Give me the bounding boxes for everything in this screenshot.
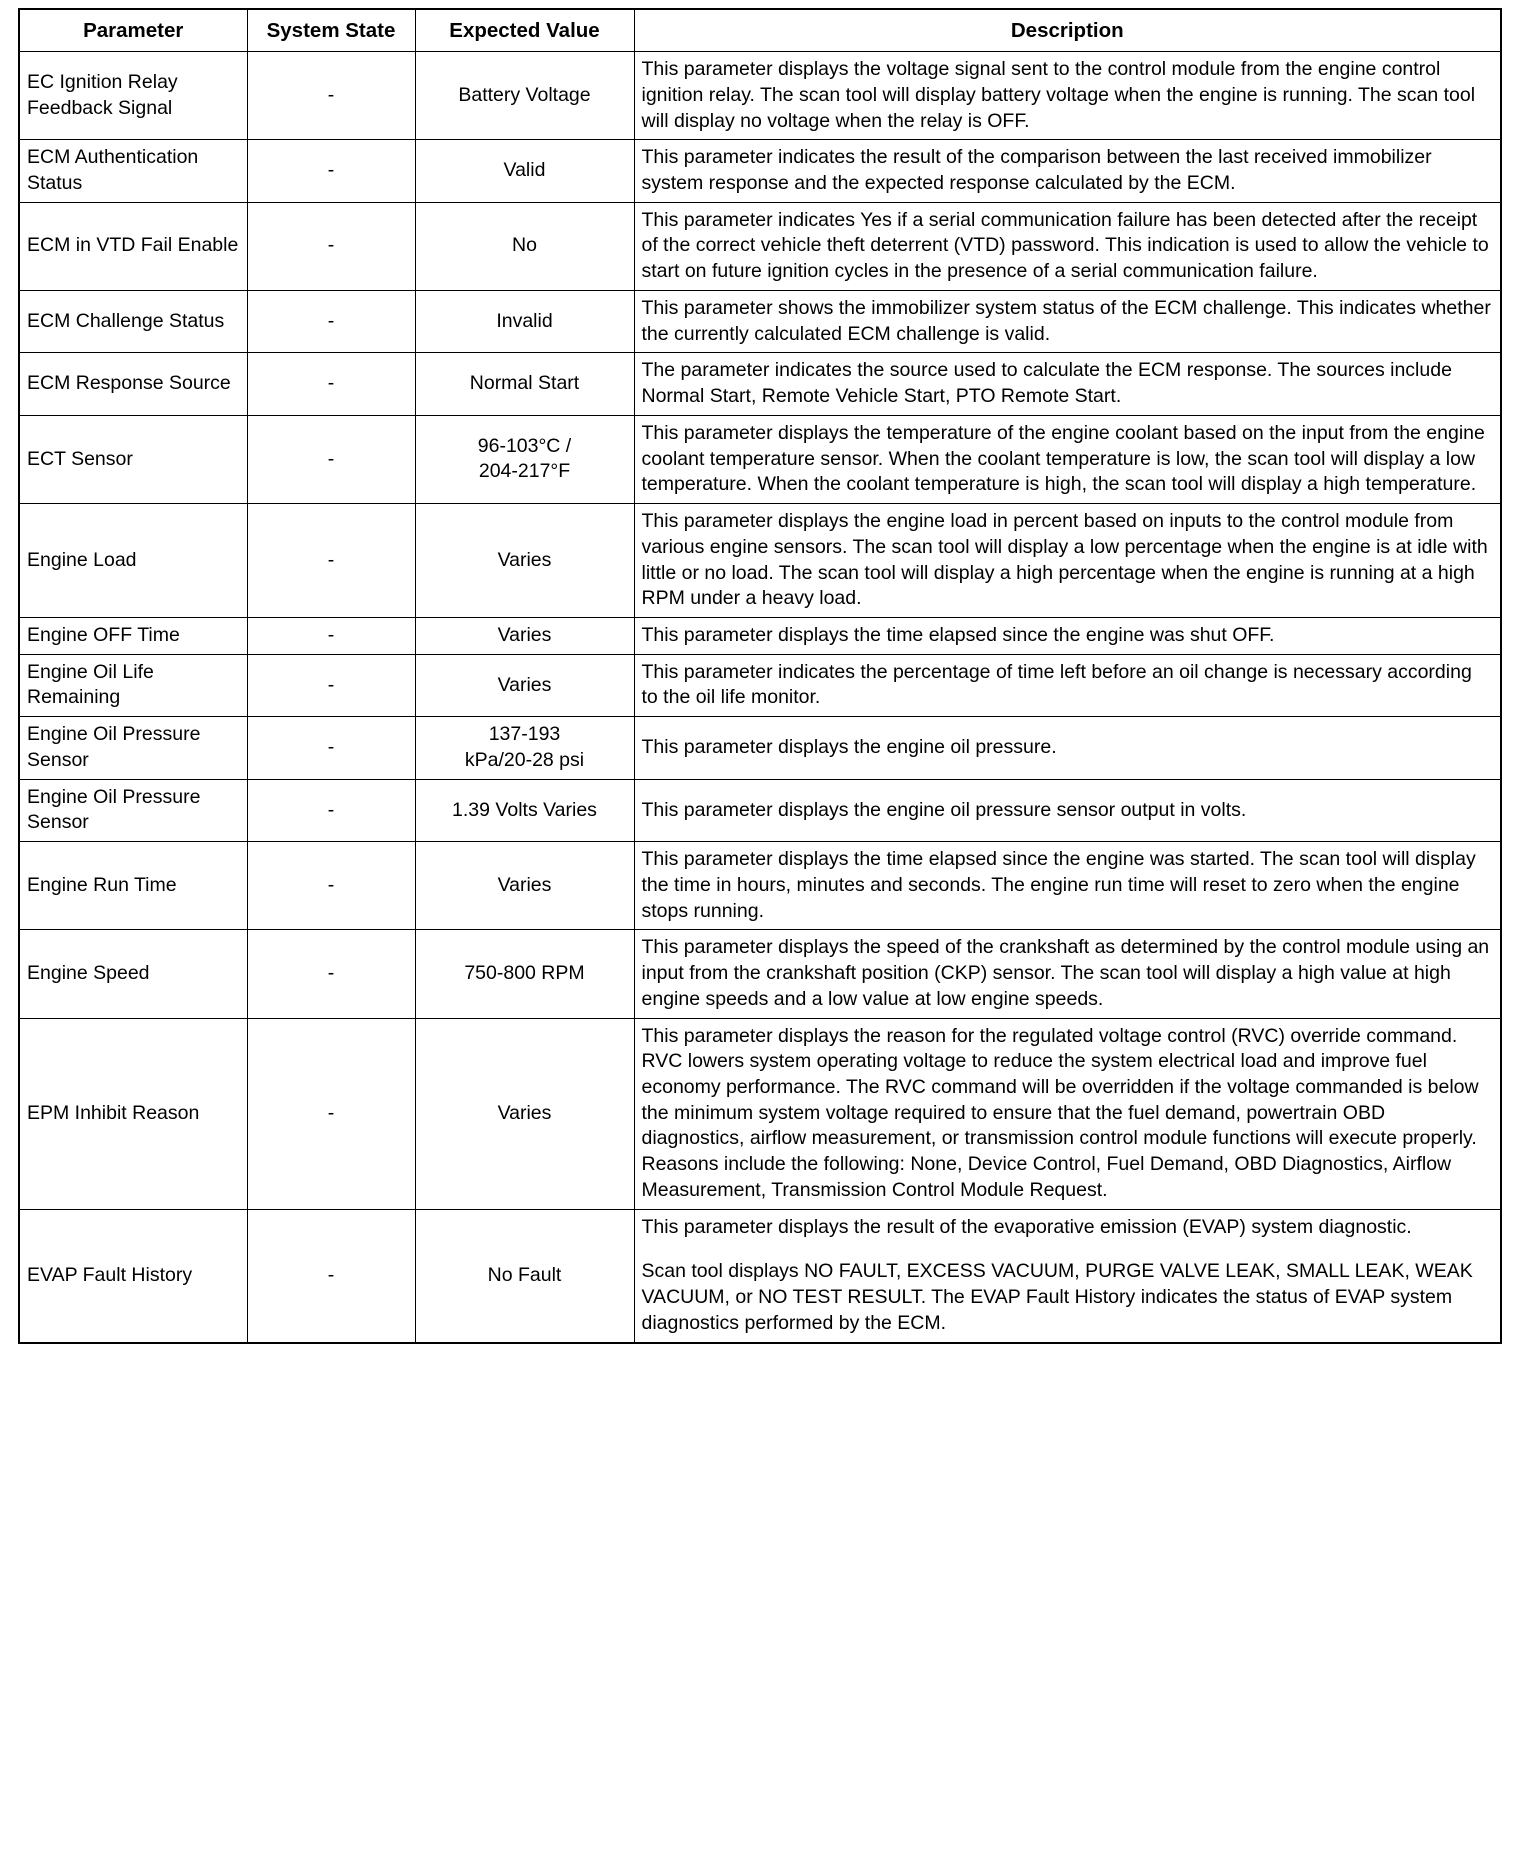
- expected-value: 96-103°C / 204-217°F: [415, 415, 634, 503]
- expected-value: Valid: [415, 140, 634, 202]
- column-header-description: Description: [634, 9, 1501, 52]
- system-state-value: -: [247, 415, 415, 503]
- system-state-value: -: [247, 504, 415, 618]
- description-paragraph: Scan tool displays NO FAULT, EXCESS VACUUM, PURGE VALVE LEAK, SMALL LEAK, WEAK VACUUM, or NO TEST RESULT. The EVAP Fault History indicates the status of EVAP system diagnostics performed by the ECM.: [641, 1260, 1473, 1334]
- parameter-name: Engine Oil Pressure Sensor: [19, 779, 247, 841]
- parameter-table: [18, 8, 1502, 1344]
- system-state-value: -: [247, 717, 415, 779]
- description-text: [634, 654, 1501, 716]
- table-header-row: [19, 9, 1501, 52]
- description-text: [634, 353, 1501, 415]
- description-text: [634, 1018, 1501, 1209]
- parameter-name: Engine OFF Time: [19, 618, 247, 655]
- expected-value: 1.39 Volts Varies: [415, 779, 634, 841]
- system-state-value: -: [247, 202, 415, 290]
- parameter-name: ECM Authentication Status: [19, 140, 247, 202]
- description-paragraph: This parameter displays the reason for the regulated voltage control (RVC) override command. RVC lowers system operating voltage to reduce the system electrical load and improve fuel economy performance. The RVC command will be overridden if the voltage commanded is below the minimum system voltage required to ensure that the fuel demand, powertrain OBD diagnostics, airflow measurement, or transmission control module functions will execute properly. Reasons include the following: None, Device Control, Fuel Demand, OBD Diagnostics, Airflow Measurement, Transmission Control Module Request.: [641, 1024, 1479, 1201]
- description-text: [634, 930, 1501, 1018]
- system-state-value: -: [247, 1018, 415, 1209]
- table-row: [19, 1018, 1501, 1209]
- parameter-name: EC Ignition Relay Feedback Signal: [19, 52, 247, 140]
- description-text: [634, 779, 1501, 841]
- system-state-value: -: [247, 779, 415, 841]
- description-paragraph: This parameter indicates the percentage of time left before an oil change is necessary according to the oil life monitor.: [641, 660, 1472, 709]
- table-row: [19, 202, 1501, 290]
- table-row: [19, 140, 1501, 202]
- system-state-value: -: [247, 618, 415, 655]
- system-state-value: -: [247, 654, 415, 716]
- table-row: [19, 1209, 1501, 1342]
- parameter-name: ECM Challenge Status: [19, 290, 247, 352]
- description-paragraph: This parameter displays the temperature of the engine coolant based on the input from the engine coolant temperature sensor. When the coolant temperature is low, the scan tool will display a low temperature. When the coolant temperature is high, the scan tool will display a high temperature.: [641, 421, 1485, 496]
- table-row: [19, 717, 1501, 779]
- description-paragraph: This parameter displays the engine oil pressure.: [641, 736, 1057, 759]
- expected-value: Varies: [415, 504, 634, 618]
- system-state-value: -: [247, 290, 415, 352]
- table-row: [19, 52, 1501, 140]
- table-row: [19, 353, 1501, 415]
- table-row: [19, 842, 1501, 930]
- parameter-name: EVAP Fault History: [19, 1209, 247, 1342]
- description-text: [634, 618, 1501, 655]
- table-header: [19, 9, 1501, 52]
- description-text: [634, 140, 1501, 202]
- description-text: [634, 842, 1501, 930]
- description-text: [634, 202, 1501, 290]
- system-state-value: -: [247, 1209, 415, 1342]
- system-state-value: -: [247, 52, 415, 140]
- system-state-value: -: [247, 353, 415, 415]
- table-row: [19, 504, 1501, 618]
- table-row: [19, 654, 1501, 716]
- description-paragraph: This parameter indicates the result of the comparison between the last received immobilizer system response and the expected response calculated by the ECM.: [641, 146, 1432, 194]
- description-text: [634, 52, 1501, 140]
- parameter-name: Engine Load: [19, 504, 247, 618]
- expected-value: Varies: [415, 618, 634, 655]
- parameter-name: ECM Response Source: [19, 353, 247, 415]
- parameter-name: Engine Oil Life Remaining: [19, 654, 247, 716]
- expected-value: 137-193 kPa/20-28 psi: [415, 717, 634, 779]
- description-paragraph: This parameter displays the voltage signal sent to the control module from the engine control ignition relay. The scan tool will display battery voltage when the engine is running. The scan tool will display no voltage when the relay is OFF.: [641, 58, 1476, 132]
- system-state-value: -: [247, 842, 415, 930]
- parameter-name: ECT Sensor: [19, 415, 247, 503]
- expected-value: No Fault: [415, 1209, 634, 1342]
- expected-value: 750-800 RPM: [415, 930, 634, 1018]
- table-row: [19, 415, 1501, 503]
- column-header-parameter: Parameter: [19, 9, 247, 52]
- parameter-name: ECM in VTD Fail Enable: [19, 202, 247, 290]
- expected-value: Battery Voltage: [415, 52, 634, 140]
- description-text: [634, 717, 1501, 779]
- parameter-name: Engine Speed: [19, 930, 247, 1018]
- description-paragraph: The parameter indicates the source used to calculate the ECM response. The sources include Normal Start, Remote Vehicle Start, PTO Remote Start.: [641, 359, 1452, 408]
- description-text: [634, 415, 1501, 503]
- parameter-name: Engine Run Time: [19, 842, 247, 930]
- parameter-name: EPM Inhibit Reason: [19, 1018, 247, 1209]
- expected-value: Varies: [415, 1018, 634, 1209]
- table-row: [19, 930, 1501, 1018]
- description-text: [634, 290, 1501, 352]
- table-row: [19, 290, 1501, 352]
- column-header-system-state: System State: [247, 9, 415, 52]
- table-body: [19, 52, 1501, 1343]
- column-header-expected-value: Expected Value: [415, 9, 634, 52]
- description-paragraph: This parameter displays the engine oil pressure sensor output in volts.: [641, 798, 1247, 821]
- description-text: [634, 1209, 1501, 1342]
- system-state-value: -: [247, 930, 415, 1018]
- description-paragraph: This parameter displays the speed of the crankshaft as determined by the control module using an input from the crankshaft position (CKP) sensor. The scan tool will display a high value at high engine speeds and a low value at low engine speeds.: [641, 936, 1490, 1010]
- table-row: [19, 618, 1501, 655]
- table-row: [19, 779, 1501, 841]
- expected-value: Normal Start: [415, 353, 634, 415]
- description-paragraph: This parameter displays the time elapsed since the engine was shut OFF.: [641, 624, 1275, 646]
- description-paragraph: This parameter shows the immobilizer system status of the ECM challenge. This indicates whether the currently calculated ECM challenge is valid.: [641, 296, 1491, 345]
- description-paragraph: This parameter indicates Yes if a serial communication failure has been detected after the receipt of the correct vehicle theft deterrent (VTD) password. This indication is used to allow the vehicle to start on future ignition cycles in the presence of a serial communication failure.: [641, 208, 1489, 283]
- system-state-value: -: [247, 140, 415, 202]
- expected-value: No: [415, 202, 634, 290]
- description-text: [634, 504, 1501, 618]
- description-paragraph: This parameter displays the result of the evaporative emission (EVAP) system diagnostic.: [641, 1215, 1412, 1238]
- expected-value: Invalid: [415, 290, 634, 352]
- expected-value: Varies: [415, 842, 634, 930]
- expected-value: Varies: [415, 654, 634, 716]
- description-paragraph: This parameter displays the time elapsed since the engine was started. The scan tool will display the time in hours, minutes and seconds. The engine run time will reset to zero when the engine stops running.: [641, 848, 1476, 922]
- description-paragraph: This parameter displays the engine load in percent based on inputs to the control module from various engine sensors. The scan tool will display a low percentage when the engine is at idle with little or no load. The scan tool will display a high percentage when the engine is running at a high RPM under a heavy load.: [641, 510, 1488, 610]
- parameter-name: Engine Oil Pressure Sensor: [19, 717, 247, 779]
